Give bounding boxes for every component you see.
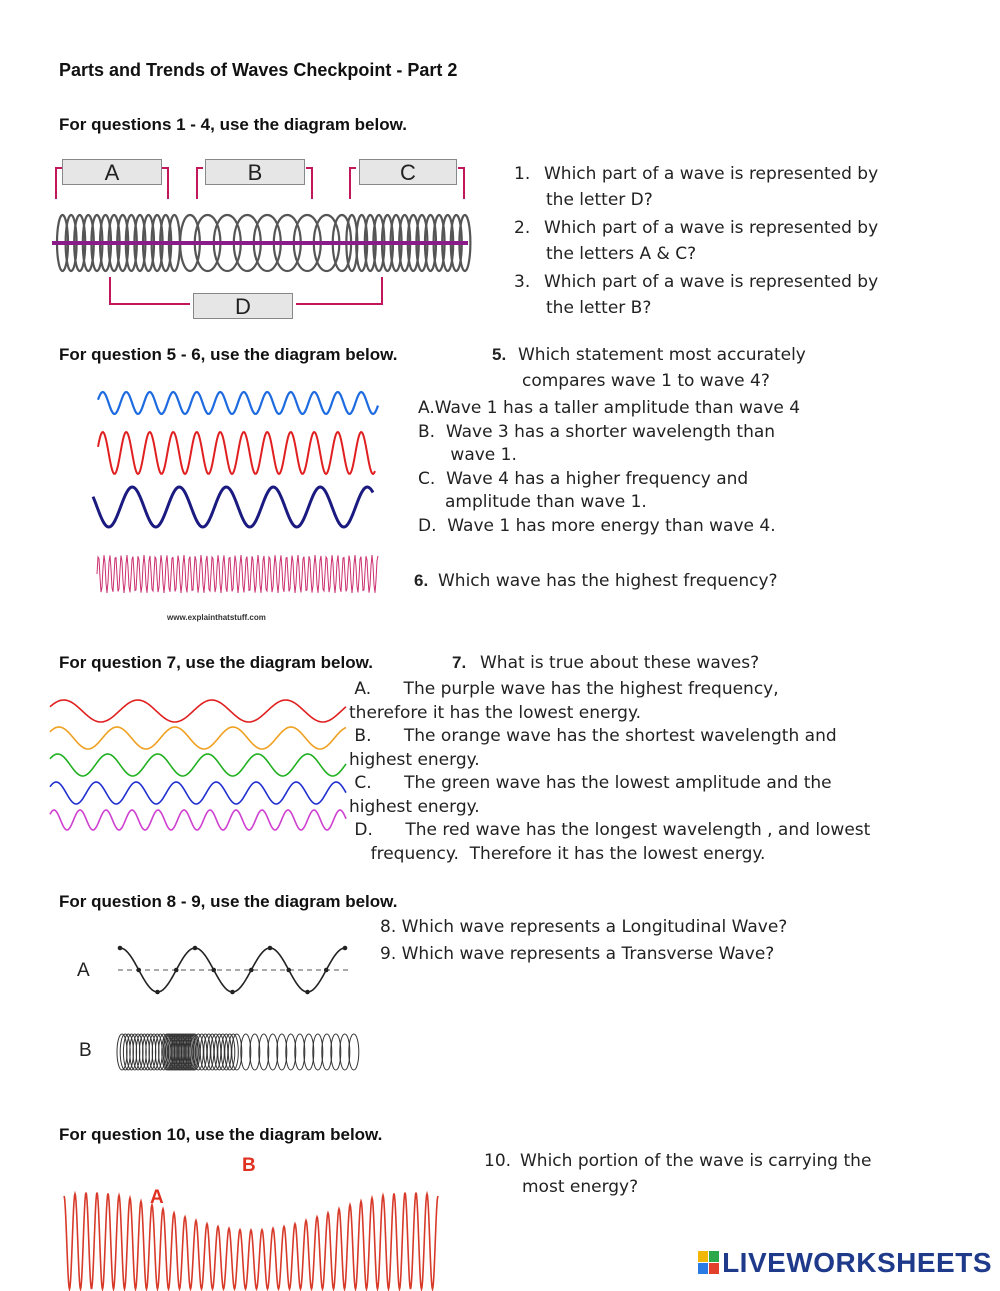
question-10-text-2: most energy? <box>522 1177 639 1197</box>
question-2-text-2: the letters A & C? <box>546 244 697 264</box>
q7-option-a: A. The purple wave has the highest frequency, <box>349 679 779 699</box>
q7-option-b-cont: highest energy. <box>349 749 480 770</box>
question-1-text-2: the letter D? <box>546 190 653 210</box>
label-b-box: B <box>205 159 305 185</box>
amplitude-wave <box>64 1193 438 1289</box>
question-9: 9. Which wave represents a Transverse Wave? <box>380 944 775 964</box>
question-7-text: What is true about these waves? <box>480 653 760 673</box>
question-10-text: Which portion of the wave is carrying the <box>520 1151 872 1171</box>
label-d-box: D <box>193 293 293 319</box>
question-3-text: Which part of a wave is represented by <box>544 272 879 292</box>
option-c-cont: amplitude than wave 1. <box>418 492 647 512</box>
option-b: B. Wave 3 has a shorter wavelength than <box>418 421 776 442</box>
section4-heading: For question 8 - 9, use the diagram below. <box>59 892 398 911</box>
question-1-number: 1. <box>514 164 531 184</box>
question-6-text: Which wave has the highest frequency? <box>438 571 778 591</box>
logo-text: LIVEWORKSHEETS <box>722 1247 992 1278</box>
wave10-label-a: A <box>150 1187 164 1208</box>
wave-label-b: B <box>79 1040 92 1061</box>
wave-label-a: A <box>77 960 90 981</box>
question-10 <box>484 1148 871 1200</box>
section2-heading: For question 5 - 6, use the diagram below. <box>59 345 398 364</box>
question-3-number: 3. <box>514 272 531 292</box>
q7-option-d-cont: frequency. Therefore it has the lowest energy. <box>349 843 766 864</box>
q7-option-c: C. The green wave has the lowest amplitude and the <box>349 773 832 793</box>
question-5-text: Which statement most accurately <box>518 345 806 365</box>
option-a: A.Wave 1 has a taller amplitude than wave 4 <box>418 398 801 418</box>
q7-option-a-cont: therefore it has the lowest energy. <box>349 702 642 723</box>
credit-text: www.explainthatstuff.com <box>167 613 266 622</box>
question-5-number: 5. <box>492 345 507 364</box>
option-b-cont: wave 1. <box>418 445 517 465</box>
question-2-text: Which part of a wave is represented by <box>544 218 879 238</box>
wave10-label-b: B <box>242 1155 256 1176</box>
section1-heading: For questions 1 - 4, use the diagram below. <box>59 115 407 134</box>
question-1-text: Which part of a wave is represented by <box>544 164 879 184</box>
label-c-box: C <box>359 159 457 185</box>
q7-option-b: B. The orange wave has the shortest wavelength and <box>349 726 837 746</box>
question-2-number: 2. <box>514 218 531 238</box>
liveworksheets-logo <box>698 1247 992 1279</box>
section3-heading: For question 7, use the diagram below. <box>59 653 373 672</box>
question-5-text-2: compares wave 1 to wave 4? <box>522 371 770 391</box>
section5-heading: For question 10, use the diagram below. <box>59 1125 383 1144</box>
page-title: Parts and Trends of Waves Checkpoint - Part 2 <box>59 60 458 80</box>
question-10-number: 10. <box>484 1151 512 1171</box>
liveworksheets-logo-icon <box>698 1251 720 1275</box>
label-a-box: A <box>62 159 162 185</box>
question-8: 8. Which wave represents a Longitudinal Wave? <box>380 917 788 937</box>
question-6-number: 6. <box>414 571 429 590</box>
q7-option-c-cont: highest energy. <box>349 796 480 817</box>
option-c: C. Wave 4 has a higher frequency and <box>418 468 749 489</box>
question-3-text-2: the letter B? <box>546 298 652 318</box>
question-7-number: 7. <box>452 653 467 672</box>
q7-option-d: D. The red wave has the longest wavelength , and lowest <box>349 820 871 840</box>
option-d: D. Wave 1 has more energy than wave 4. <box>418 515 776 536</box>
